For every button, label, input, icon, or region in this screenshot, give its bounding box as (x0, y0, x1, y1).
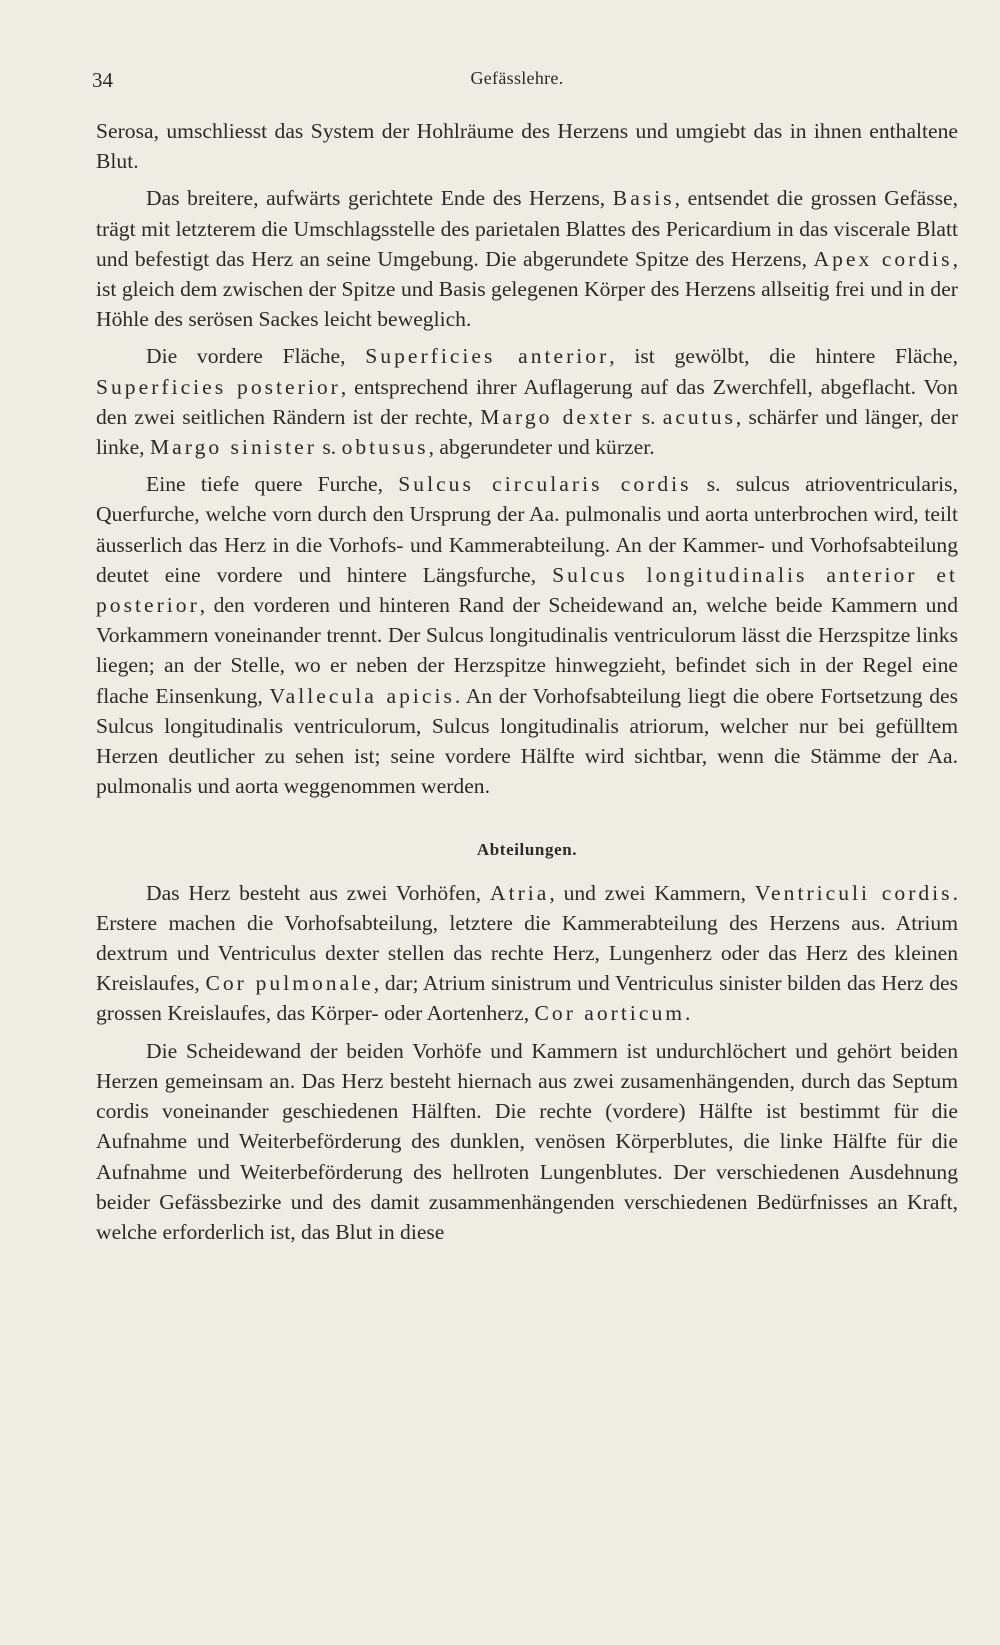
text-run: , ist gleich dem zwischen der Spitze und Basis gelegenen Körper des Herzens allseitig frei und in der Höhle des serösen Sackes leicht beweglich. (96, 246, 958, 332)
text-run: . Erstere machen die Vorhofsabteilung, letztere die Kammerabteilung des Herzens aus. Atrium dextrum und Ventriculus dexter stellen das rechte Herz, Lungenherz oder das Herz des kleinen Kreislaufes, (96, 880, 958, 996)
term-acutus: acutus (662, 404, 736, 429)
text-run: . (685, 1001, 691, 1026)
paragraph-continuation (96, 116, 958, 176)
page-number: 34 (92, 68, 113, 92)
body-text (96, 116, 958, 1247)
term-sulcus-circularis: Sulcus circularis cordis (398, 472, 692, 497)
term-superficies-posterior: Superficies posterior (96, 374, 341, 399)
text-run: Eine tiefe quere Furche, (146, 472, 399, 497)
term-margo-dexter: Margo dexter (480, 404, 635, 429)
paragraph-basis-apex (96, 183, 958, 334)
paragraph-text: Die Scheidewand der beiden Vorhöfe und Kammern ist undurchlöchert und gehört beiden Herzen gemeinsam an. Das Herz besteht hiernach aus zwei zusamenhängenden, durch das Septum cordis voneinander geschiedenen Hälften. Die rechte (vordere) Hälfte ist bestimmt für die Aufnahme und Weiterbeförderung des dunklen, venösen Körperblutes, die linke Hälfte für die Aufnahme und Weiterbeförderung des hellroten Lungenblutes. Der verschiedenen Ausdehnung beider Gefässbezirke und des damit zusammenhängenden verschiedenen Bedürfnisses an Kraft, welche erforderlich ist, das Blut in diese (96, 1038, 958, 1244)
paragraph-text: Serosa, umschliesst das System der Hohlräume des Herzens und umgiebt das in ihnen enthaltene Blut. (96, 119, 958, 174)
text-run: Das breitere, aufwärts gerichtete Ende des Herzens, (146, 186, 613, 211)
text-run: , und zwei Kammern, (549, 880, 755, 905)
term-superficies-anterior: Superficies anterior (365, 344, 610, 369)
term-cor-aorticum: Cor aorticum (534, 1001, 686, 1026)
section-heading: Abteilungen. (476, 840, 578, 860)
text-run: , ist gewölbt, die hintere Fläche, (609, 344, 958, 369)
text-run: , abgerundeter und kürzer. (428, 435, 655, 460)
text-run: Das Herz besteht aus zwei Vorhöfen, (146, 880, 490, 905)
text-run: s. sulcus atrioventricularis, Querfurche, welche vorn durch den Ursprung der Aa. pulmonalis und aorta unterbrochen wird, teilt äusserlich das Herz in die Vorhofs- und Kammerabteilung. An der Kammer- und Vorhofsabteilung deutet eine vordere und hintere Längsfurche, (96, 472, 958, 587)
text-run: s. (316, 435, 342, 460)
text-run: s. (634, 404, 663, 429)
term-sulcus-longitudinalis: Sulcus longitudinalis anterior et posterior (96, 562, 959, 618)
term-ventriculi-cordis: Ventriculi cordis (754, 880, 953, 905)
paragraph-sulcus (96, 469, 958, 801)
term-vallecula-apicis: Vallecula apicis (269, 683, 455, 708)
text-run: , schärfer und länger, der linke, (96, 404, 959, 460)
text-run: Die vordere Fläche, (146, 344, 366, 369)
text-run: , den vorderen und hinteren Rand der Scheidewand an, welche beide Kammern und Vorkammern voneinander trennt. Der Sulcus longitudinalis ventriculorum lässt die Herzspitze links liegen; an der Stelle, wo er neben der Herzspitze hinwegzieht, befindet sich in der Regel eine flache Einsenkung, (96, 593, 958, 708)
term-margo-sinister: Margo sinister (149, 435, 317, 460)
paragraph-superficies (96, 341, 958, 462)
term-apex-cordis: Apex cordis (813, 246, 953, 271)
term-cor-pulmonale: Cor pulmonale (205, 971, 374, 996)
text-run: , entsprechend ihrer Auflagerung auf das Zwerchfell, abgeflacht. Von den zwei seitlichen Rändern ist der rechte, (96, 374, 958, 429)
paragraph-abteilungen (96, 878, 958, 1029)
term-basis: Basis (612, 186, 675, 211)
running-head: Gefässlehre. (470, 68, 564, 88)
page-header (92, 68, 942, 98)
text-run: , dar; Atrium sinistrum und Ventriculus sinister bilden das Herz des grossen Kreislaufes, das Körper- oder Aortenherz, (96, 971, 958, 1026)
text-run: , entsendet die grossen Gefässe, trägt mit letzterem die Umschlagsstelle des parietalen Blattes des Pericardium in das viscerale Blatt und befestigt das Herz an seine Umgebung. Die abgerundete Spitze des Herzens, (96, 186, 958, 271)
term-atria: Atria (490, 880, 550, 905)
text-run: . An der Vorhofsabteilung liegt die obere Fortsetzung des Sulcus longitudinalis ventriculorum, Sulcus longitudinalis atriorum, welcher nur bei gefülltem Herzen deutlicher zu sehen ist; seine vordere Hälfte wird sichtbar, wenn die Stämme der Aa. pulmonalis und aorta weggenommen werden. (96, 683, 958, 799)
paragraph-scheidewand (96, 1036, 958, 1247)
term-obtusus: obtusus (341, 435, 429, 460)
